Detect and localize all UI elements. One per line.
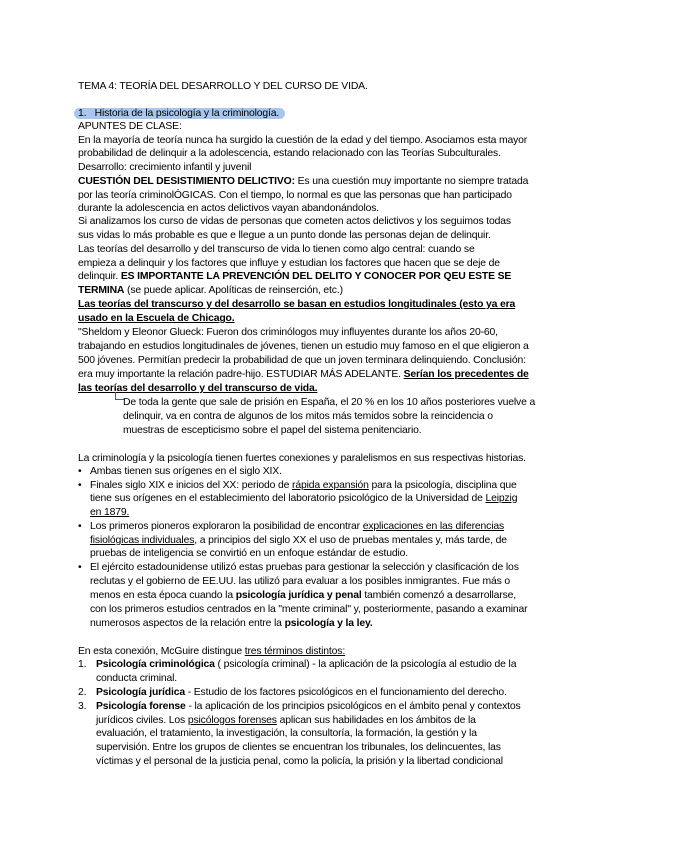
bullet-continuation: menos en esta época cuando la psicología jurídica y penal también comenzó a desarrollarse, [90,590,517,601]
paragraph-line: empieza a delinquir y los factores que influye y estudian los factores que hacen que se deje de [78,258,500,269]
bullet-item: • Los primeros pioneros exploraron la posibilidad de encontrar explicaciones en las diferencias [78,521,505,532]
bullet-continuation: con los primeros estudios centrados en la "mente criminal" y, posteriormente, pasando a examinar [90,604,528,615]
bullet-item: • El ejército estadounidense utilizó estas pruebas para gestionar la selección y clasificación de los [78,562,519,573]
paragraph-line: delinquir. ES IMPORTANTE LA PREVENCIÓN DEL DELITO Y CONOCER POR QEU ESTE SE [78,271,512,282]
bullet-icon: • [78,480,82,491]
note-line: muestras de escepticismo sobre el papel del sistema penitenciario. [123,425,422,436]
bullet-continuation: en 1879. [90,507,130,518]
paragraph-line: probabilidad de delinquir a la adolescencia, estando relacionado con las Teorías Subculturales. [78,148,501,159]
paragraph-line: CUESTIÓN DEL DESISTIMIENTO DELICTIVO: Es una cuestión muy importante no siempre tratada [78,176,529,187]
paragraph-line: "Sheldom y Eleonor Glueck: Fueron dos criminólogos muy influyentes durante los años 20-60, [78,327,498,338]
paragraph-line: Las teorías del transcurso y del desarrollo se basan en estudios longitudinales (esto ya era [78,299,516,310]
numbered-continuation: jurídicos civiles. Los psicólogos forenses aplican sus habilidades en los ámbitos de la [96,715,476,726]
paragraph-line: TERMINA (se puede aplicar. Apolíticas de reinserción, etc.) [78,285,343,296]
paragraph-line: durante la adolescencia en actos delictivos vayan abandonándolos. [78,203,380,214]
paragraph-line: sus vidas lo más probable es que e llegue a un punto donde las personas dejan de delinquir. [78,230,491,241]
bullet-continuation: pruebas de inteligencia se convirtió en un enfoque estándar de estudio. [90,548,409,559]
bullet-icon: • [78,466,82,477]
bullet-item: • Finales siglo XIX e inicios del XX: periodo de rápida expansión para la psicología, disciplina que [78,480,517,491]
note-line: De toda la gente que sale de prisión en España, el 20 % en los 10 años posteriores vuelve a [123,397,536,408]
bullet-continuation: reclutas y el gobierno de EE.UU. las utilizó para evaluar a los posibles inmigrantes. Fue más o [90,576,511,587]
highlighted-heading: 1. Historia de la psicología y la criminología. [74,108,285,119]
class-notes-label: APUNTES DE CLASE: [78,121,182,132]
section-heading [78,107,598,120]
paragraph-line: las teorías del desarrollo y del transcurso de vida. [78,383,318,394]
numbered-item: 1. Psicología criminológica ( psicología criminal) - la aplicación de la psicología al estudio de la [78,659,517,670]
paragraph-line: era muy importante la relación padre-hijo. ESTUDIAR MÁS ADELANTE. Serían los precedentes de [78,369,529,380]
bullet-continuation: fisiológicas individuales, a principios del siglo XX el uso de pruebas mentales y, más tarde, de [90,535,507,546]
paragraph-line: usado en la Escuela de Chicago. [78,313,235,324]
bullet-icon: • [78,562,82,573]
paragraph-line: Si analizamos los curso de vidas de personas que cometen actos delictivos y los seguimos todas [78,216,511,227]
note-line: delinquir, va en contra de algunos de los mitos más temidos sobre la reincidencia o [123,411,493,422]
numbered-continuation: evaluación, el tratamiento, la investigación, la consultoría, la formación, la gestión y la [96,728,477,739]
bullet-icon: • [78,521,82,532]
bullet-continuation: tiene sus orígenes en el establecimiento del laboratorio psicológico de la Universidad de Leipzig [90,493,518,504]
bullet-continuation: numerosos aspectos de la relación entre la psicología y la ley. [90,618,373,629]
paragraph-line: 500 jóvenes. Permitían predecir la probabilidad de que un joven terminara delinquiendo. Conclusión: [78,355,526,366]
paragraph-line: En la mayoría de teoría nunca ha surgido la cuestión de la edad y del tiempo. Asociamos esta mayor [78,135,528,146]
numbered-continuation: supervisión. Entre los grupos de clientes se encuentran los tribunales, los delincuentes, las [96,742,501,753]
paragraph-line: Desarrollo: crecimiento infantil y juvenil [78,162,252,173]
numbered-item: 2. Psicología jurídica - Estudio de los factores psicológicos en el funcionamiento del derecho. [78,687,507,698]
paragraph-line: Las teorías del desarrollo y del transcurso de vida lo tienen como algo central: cuando se [78,244,475,255]
paragraph-line: por las teoría criminolÓGICAS. Con el tiempo, lo normal es que las personas que han participado [78,190,512,201]
numbered-continuation: conducta criminal. [96,673,178,684]
bullet-item: • Ambas tienen sus orígenes en el siglo XIX. [78,466,282,477]
numbered-continuation: víctimas y el personal de la justicia penal, como la policía, la prisión y la libertad condicional [96,756,503,767]
paragraph-line: trabajando en estudios longitudinales de jóvenes, tienen un estudio muy famoso en el que eligieron a [78,341,529,352]
paragraph-line: La criminología y la psicología tienen fuertes conexiones y paralelismos en sus respectivas historias. [78,453,526,464]
page-title: TEMA 4: TEORÍA DEL DESARROLLO Y DEL CURSO DE VIDA. [78,81,368,92]
paragraph-line: En esta conexión, McGuire distingue tres términos distintos: [78,646,346,657]
numbered-item: 3. Psicología forense - la aplicación de los principios psicológicos en el ámbito penal y contextos [78,701,521,712]
